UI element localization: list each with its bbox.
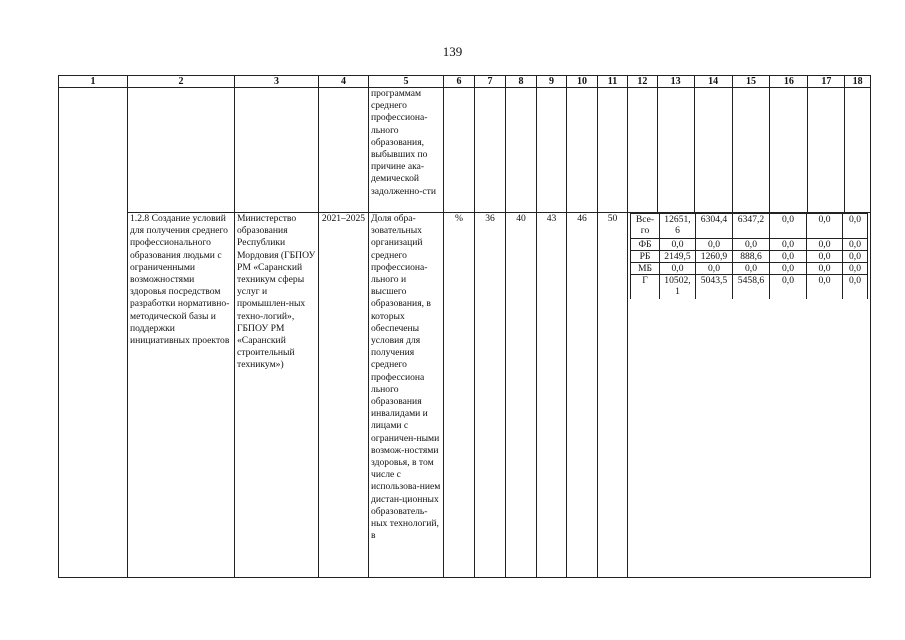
- funding-amount: 10502,1: [660, 275, 696, 300]
- empty-cell-col1: [59, 88, 128, 578]
- funding-amount: 0,0: [660, 239, 696, 251]
- unit-of-measure: %: [444, 213, 475, 578]
- funding-amount: 6304,4: [696, 214, 733, 239]
- indicator-name: Доля обра-зовательных организаций среднего профессиона-льного и высшего образования, в которых обеспечены условия для получения среднего профессиона льного образования инвалидами и лицами с ограничен-ными возмож-ностями здоровья, в том числе с использова-нием дистан-ционных образователь-ных технологий, в: [369, 213, 444, 578]
- empty-cell: [567, 88, 598, 213]
- header-cell: 4: [319, 76, 369, 88]
- header-cell: 10: [567, 76, 598, 88]
- header-cell: 11: [598, 76, 628, 88]
- header-cell: 8: [506, 76, 537, 88]
- funding-source: Г: [631, 275, 660, 300]
- empty-cell: [845, 88, 871, 213]
- responsible-executor: Министерство образования Республики Мордовия (ГБПОУ РМ «Саранский техникум сферы услуг и промышлен-ных техно-логий», ГБПОУ РМ «Саранский строительный техникум»): [235, 213, 319, 578]
- funding-amount: 888,6: [733, 251, 770, 263]
- header-cell: 16: [770, 76, 808, 88]
- empty-cell: [475, 88, 506, 213]
- header-cell: 2: [128, 76, 235, 88]
- funding-row: [631, 275, 868, 300]
- funding-source: МБ: [631, 263, 660, 275]
- page-number: 139: [442, 44, 463, 59]
- header-cell: 18: [845, 76, 871, 88]
- indicator-value: 36: [475, 213, 506, 578]
- funding-row: [631, 251, 868, 263]
- header-cell: 15: [732, 76, 770, 88]
- empty-cell: [128, 88, 235, 213]
- empty-cell: [319, 88, 369, 213]
- funding-amount: 0,0: [843, 263, 868, 275]
- funding-amount: 0,0: [733, 239, 770, 251]
- implementation-period: 2021–2025: [319, 213, 369, 578]
- indicator-value: 40: [506, 213, 537, 578]
- funding-table: [630, 213, 868, 299]
- measure-row: [59, 213, 871, 578]
- funding-amount: 6347,2: [733, 214, 770, 239]
- funding-row: [631, 263, 868, 275]
- indicator-continuation: программам среднего профессиона-льного образования, выбывших по причине ака-демической задолженно-сти: [369, 88, 444, 213]
- indicator-value: 46: [567, 213, 598, 578]
- funding-amount: 0,0: [660, 263, 696, 275]
- header-cell: 14: [694, 76, 732, 88]
- funding-row: [631, 214, 868, 239]
- indicator-value: 43: [537, 213, 567, 578]
- funding-amount: 0,0: [807, 275, 843, 300]
- funding-amount: 0,0: [696, 239, 733, 251]
- funding-source: Все-го: [631, 214, 660, 239]
- header-cell: 3: [235, 76, 319, 88]
- funding-amount: 0,0: [770, 214, 807, 239]
- funding-amount: 5458,6: [733, 275, 770, 300]
- funding-amount: 1260,9: [696, 251, 733, 263]
- header-cell: 7: [475, 76, 506, 88]
- indicator-value: 50: [598, 213, 628, 578]
- funding-amount: 0,0: [696, 263, 733, 275]
- funding-amount: 0,0: [843, 239, 868, 251]
- header-cell: 9: [537, 76, 567, 88]
- header-cell: 5: [369, 76, 444, 88]
- empty-cell: [808, 88, 845, 213]
- funding-amount: 0,0: [770, 275, 807, 300]
- header-row: [59, 76, 871, 88]
- funding-amount: 2149,5: [660, 251, 696, 263]
- header-cell: 12: [628, 76, 658, 88]
- funding-amount: 0,0: [770, 239, 807, 251]
- program-table: [58, 75, 871, 578]
- empty-cell: [657, 88, 694, 213]
- empty-cell: [444, 88, 475, 213]
- funding-amount: 0,0: [807, 239, 843, 251]
- funding-amount: 5043,5: [696, 275, 733, 300]
- funding-amount: 0,0: [843, 275, 868, 300]
- empty-cell: [694, 88, 732, 213]
- funding-amount: 12651,6: [660, 214, 696, 239]
- empty-cell: [628, 88, 658, 213]
- funding-amount: 0,0: [807, 214, 843, 239]
- funding-source: ФБ: [631, 239, 660, 251]
- funding-amount: 0,0: [843, 251, 868, 263]
- funding-cell: [628, 213, 871, 578]
- empty-cell: [732, 88, 770, 213]
- empty-cell: [598, 88, 628, 213]
- header-cell: 17: [808, 76, 845, 88]
- funding-amount: 0,0: [733, 263, 770, 275]
- funding-amount: 0,0: [770, 263, 807, 275]
- funding-amount: 0,0: [770, 251, 807, 263]
- funding-amount: 0,0: [843, 214, 868, 239]
- funding-source: РБ: [631, 251, 660, 263]
- funding-row: [631, 239, 868, 251]
- empty-cell: [537, 88, 567, 213]
- empty-cell: [770, 88, 808, 213]
- funding-amount: 0,0: [807, 263, 843, 275]
- measure-title: 1.2.8 Создание условий для получения среднего профессионального образования людьми с ограниченными возможностями здоровья посредством разработки нормативно-методической базы и поддержки инициативных проектов: [128, 213, 235, 578]
- empty-cell: [235, 88, 319, 213]
- funding-amount: 0,0: [807, 251, 843, 263]
- continuation-row: [59, 88, 871, 213]
- empty-cell: [506, 88, 537, 213]
- header-cell: 1: [59, 76, 128, 88]
- header-cell: 6: [444, 76, 475, 88]
- header-cell: 13: [657, 76, 694, 88]
